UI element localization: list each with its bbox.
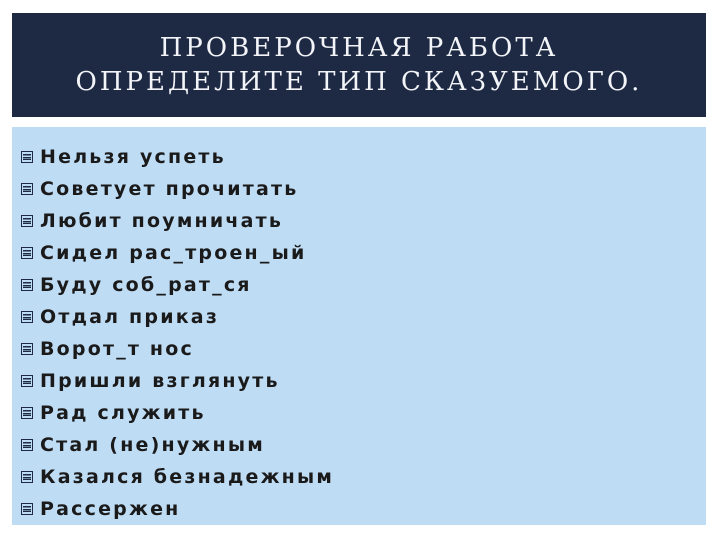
bullet-icon — [20, 214, 34, 228]
list-item-text: Отдал приказ — [40, 306, 220, 328]
list-item — [20, 493, 334, 525]
list-item-text: Рад служить — [40, 402, 206, 424]
list-item-text: Сидел рас_троен_ый — [40, 242, 307, 264]
bullet-icon — [20, 502, 34, 516]
list-item-text: Нельзя успеть — [40, 146, 226, 168]
list-item — [20, 141, 334, 173]
bullet-icon — [20, 470, 34, 484]
list-item — [20, 205, 334, 237]
list-item — [20, 461, 334, 493]
list-item-text: Любит поумничать — [40, 210, 284, 232]
bullet-icon — [20, 342, 34, 356]
list-item-text: Стал (не)нужным — [40, 434, 265, 456]
slide-title-line-2: ОПРЕДЕЛИТЕ ТИП СКАЗУЕМОГО. — [75, 67, 643, 97]
list-item — [20, 173, 334, 205]
list-item — [20, 397, 334, 429]
content-box — [12, 127, 706, 525]
bullet-icon — [20, 310, 34, 324]
list-item — [20, 429, 334, 461]
bullet-icon — [20, 246, 34, 260]
bullet-icon — [20, 374, 34, 388]
bullet-icon — [20, 406, 34, 420]
list-item — [20, 301, 334, 333]
list-item — [20, 365, 334, 397]
list-item-text: Советует прочитать — [40, 178, 299, 200]
list-item-text: Рассержен — [40, 498, 181, 520]
list-item-text: Ворот_т нос — [40, 338, 194, 360]
bullet-icon — [20, 150, 34, 164]
bullet-icon — [20, 182, 34, 196]
predicate-list — [20, 141, 334, 525]
list-item — [20, 269, 334, 301]
slide-title-line-1: ПРОВЕРОЧНАЯ РАБОТА — [159, 33, 559, 63]
list-item — [20, 333, 334, 365]
list-item — [20, 237, 334, 269]
list-item-text: Буду соб_рат_ся — [40, 274, 252, 296]
bullet-icon — [20, 278, 34, 292]
bullet-icon — [20, 438, 34, 452]
list-item-text: Пришли взглянуть — [40, 370, 280, 392]
title-band — [12, 13, 706, 117]
list-item-text: Казался безнадежным — [40, 466, 335, 488]
